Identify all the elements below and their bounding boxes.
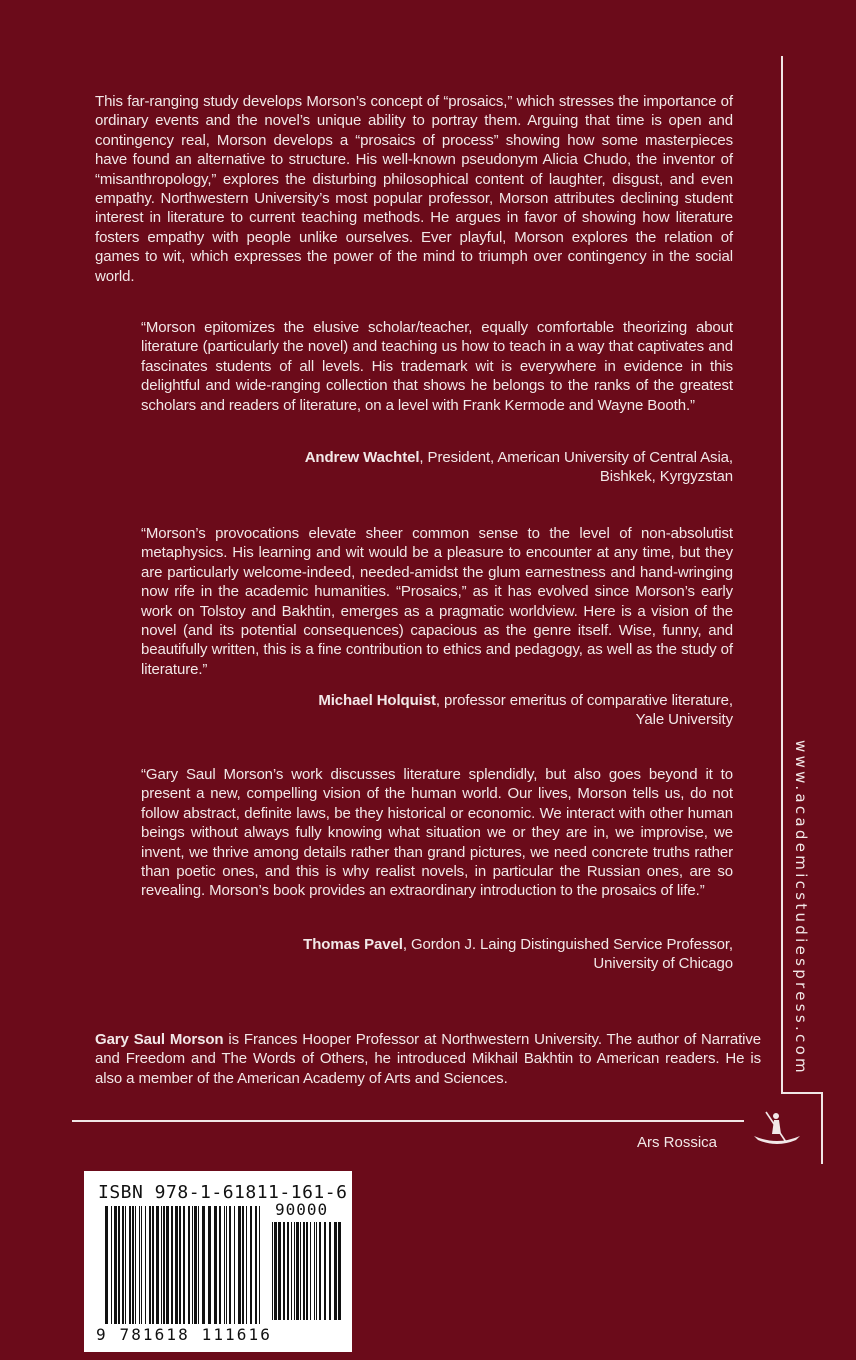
barcode-bar [111, 1206, 112, 1324]
barcode-bar [310, 1222, 311, 1320]
barcode-bar [338, 1222, 341, 1320]
barcode-bar [135, 1206, 136, 1324]
blurb-attribution-3 [141, 935, 733, 974]
blurb-affiliation-3: University of Chicago [593, 955, 733, 973]
blurb-quote-2: “Morson’s provocations elevate sheer common sense to the level of non-absolutist metaphysics. His learning and wit would be a pleasure to encounter at any time, but they are particularly welcome-indeed, needed-amidst the glum earnestness and hand-wringing now rife in the academic humanities. “Prosaics,” as it has evolved since Morson’s early work on Tolstoy and Bakhtin, emerges as a pragmatic worldview. Here is a vision of the novel (and its potential consequences) capacious as the genre itself. Wise, funny, and beautifully written, this is a fine contribution to ethics and pedagogy, as well as the study of literature.” [141, 525, 733, 678]
barcode-bar [303, 1222, 305, 1320]
barcode-bar [229, 1206, 231, 1324]
barcode-bar [208, 1206, 211, 1324]
barcode-bar [283, 1222, 285, 1320]
barcode-bar [255, 1206, 257, 1324]
barcode-bar [118, 1206, 120, 1324]
barcode-bar [179, 1206, 181, 1324]
blurb-affiliation-1: Bishkek, Kyrgyzstan [599, 468, 733, 486]
barcode-bar [183, 1206, 185, 1324]
barcode-bar [166, 1206, 169, 1324]
barcode-bar [125, 1206, 126, 1324]
barcode-bar [329, 1222, 331, 1320]
barcode-bar [324, 1222, 326, 1320]
barcode-bar [294, 1222, 295, 1320]
series-name: Ars Rossica [637, 1134, 718, 1151]
barcode-bar [234, 1206, 235, 1324]
frame-line-horizontal [72, 1120, 744, 1122]
blurb-attribution-1 [141, 448, 733, 487]
barcode-bar [188, 1206, 190, 1324]
barcode-bar [156, 1206, 159, 1324]
barcode-bar [194, 1206, 197, 1324]
barcode-bar [259, 1206, 260, 1324]
barcode-bar [171, 1206, 173, 1324]
author-bio-name: Gary Saul Morson [95, 1031, 224, 1048]
blurb-name-3: Thomas Pavel [303, 936, 403, 953]
barcode-bar [105, 1206, 108, 1324]
author-bio-text: is Frances Hooper Professor at Northwestern University. The author of Narrative and Freedom and The Words of Others, he introduced Mikhail Bakhtin to American readers. He is also a member of the American Academy of Arts and Sciences. [95, 1031, 762, 1087]
barcode-bar [316, 1222, 317, 1320]
barcode-bar [202, 1206, 205, 1324]
barcode-bar [296, 1222, 299, 1320]
barcode-bar [219, 1206, 221, 1324]
barcode-bar [149, 1206, 151, 1324]
barcode-bar [242, 1206, 244, 1324]
barcode-bar [306, 1222, 308, 1320]
barcode-bar [161, 1206, 162, 1324]
barcode-bar [145, 1206, 146, 1324]
barcode-bar [139, 1206, 140, 1324]
barcode-bar [192, 1206, 193, 1324]
barcode-bar [272, 1222, 273, 1320]
barcode-bar [300, 1222, 301, 1320]
blurb-affiliation-2: Yale University [635, 711, 733, 729]
blurb-title-3: , Gordon J. Laing Distinguished Service Professor, [402, 936, 733, 953]
barcode-bar [141, 1206, 142, 1324]
author-bio [95, 1030, 761, 1088]
frame-line-vertical-right [821, 1092, 823, 1164]
barcode-bar [291, 1222, 292, 1320]
blurb-quote-3: “Gary Saul Morson’s work discusses literature splendidly, but also goes beyond it to present a new, compelling vision of the human world. Our lives, Morson tells us, do not follow abstract, definite laws, be they historical or economic. We interact with other human beings without always fully knowing what situation we or they are in, we improvise, we invent, we thrive among details rather than grand pictures, we need concrete truths rather than poetic ones, and this is why realist novels, in particular the Russian ones, are so revealing. Morson’s book provides an extraordinary introduction to the prosaics of life.” [141, 766, 733, 900]
barcode-bar [198, 1206, 199, 1324]
barcode-bar [246, 1206, 247, 1324]
frame-line-bottom-right [783, 1092, 823, 1094]
blurb-name-2: Michael Holquist [318, 692, 436, 709]
barcode-bar [152, 1206, 154, 1324]
blurb-title-2: , professor emeritus of comparative literature, [435, 692, 733, 709]
barcode-bar [274, 1222, 277, 1320]
barcode-bar [114, 1206, 117, 1324]
publisher-website: www.academicstudiespress.com [792, 740, 810, 1076]
barcode-bar [163, 1206, 165, 1324]
blurb-name-1: Andrew Wachtel [304, 449, 420, 466]
blurb-title-1: , President, American University of Central Asia, [419, 449, 733, 466]
barcode-bar [129, 1206, 131, 1324]
description-paragraph: This far-ranging study develops Morson’s concept of “prosaics,” which stresses the importance of ordinary events and the novel’s unique ability to portray them. Arguing that time is open and contingency real, Morson develops a “prosaics of process” showing how some masterpieces have found an alternative to structure. His well-known pseudonym Alicia Chudo, the inventor of “misanthropology,” explores the disturbing philosophical content of laughter, disgust, and even empathy. Northwestern University’s most popular professor, Morson attributes declining student interest in literature to current teaching methods. He argues in favor of showing how literature fosters empathy with people unlike ourselves. Ever playful, Morson explores the relation of games to wit, which expresses the power of the mind to triumph over contingency in the social world. [95, 93, 733, 285]
barcode-main-bars [105, 1206, 265, 1324]
barcode-bar [122, 1206, 124, 1324]
blurb-attribution-2 [141, 691, 733, 730]
barcode-bar [132, 1206, 134, 1324]
barcode-bar [175, 1206, 178, 1324]
isbn-text: ISBN 978-1-61811-161-6 [98, 1182, 348, 1203]
barcode-bar [319, 1222, 321, 1320]
barcode-bar [287, 1222, 289, 1320]
ean-digits-text: 9 781618 111616 [96, 1325, 272, 1344]
blurb-quote-1: “Morson epitomizes the elusive scholar/teacher, equally comfortable theorizing about literature (particularly the novel) and teaching us how to teach in a way that captivates and fascinates students of all levels. His trademark wit is everywhere in evidence in this delightful and wide-ranging collection that shows he belongs to the ranks of the greatest scholars and readers of literature, on a level with Frank Kermode and Wayne Booth.” [141, 319, 733, 414]
barcode-bar [278, 1222, 281, 1320]
price-code-text: 90000 [275, 1200, 329, 1219]
barcode-bar [334, 1222, 337, 1320]
barcode-bar [214, 1206, 217, 1324]
barcode-bar [314, 1222, 315, 1320]
barcode-bar [226, 1206, 227, 1324]
barcode-bar [250, 1206, 252, 1324]
barcode-bar [238, 1206, 241, 1324]
frame-line-vertical [781, 56, 783, 1094]
boat-logo-icon [748, 1106, 806, 1148]
barcode-addon-bars [272, 1222, 344, 1320]
barcode-bar [224, 1206, 225, 1324]
